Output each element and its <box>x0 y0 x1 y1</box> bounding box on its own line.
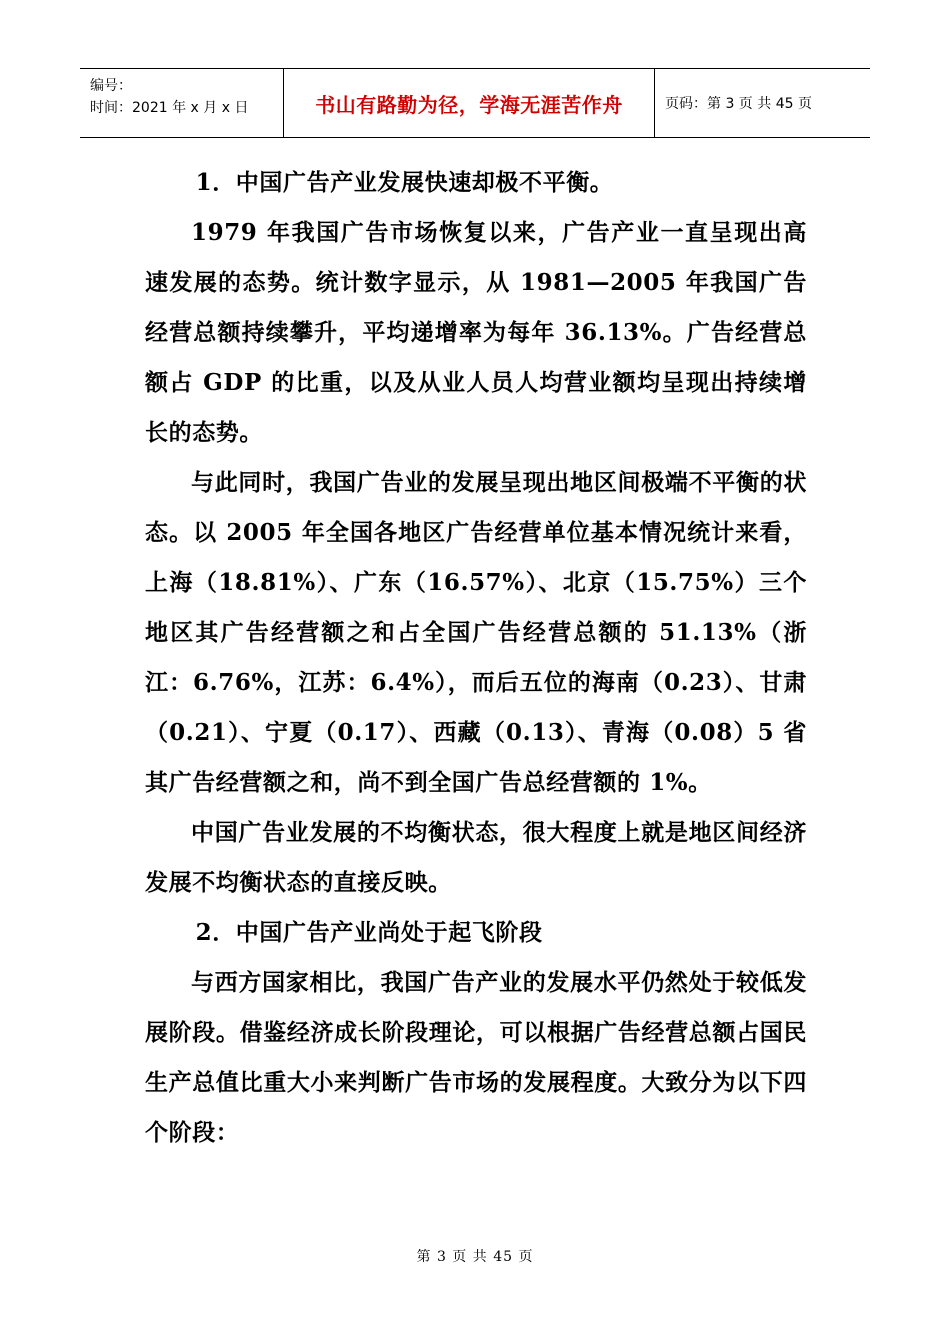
paragraph-economic-reflection: 中国广告业发展的不均衡状态，很大程度上就是地区间经济发展不均衡状态的直接反映。 <box>145 819 807 896</box>
section-heading-1: 1．中国广告产业发展快速却极不平衡。 <box>195 169 614 196</box>
header-meta <box>80 69 283 137</box>
paragraph-regional-imbalance: 与此同时，我国广告业的发展呈现出地区间极端不平衡的状态。以 2005 年全国各地区广告经营单位基本情况统计来看，上海（18.81%）、广东（16.57%）、北京（15.75%）三个地区其广告经营额之和占全国广告经营总额的 51.13%（浙江：6.76%，江苏：6.4%），而后五位的海南（0.23）、甘肃（0.21）、宁夏（0.17）、西藏（0.13）、青海（0.08）5 省其广告经营额之和，尚不到全国广告总经营额的 1%。 <box>145 469 807 796</box>
paragraph-growth: 1979 年我国广告市场恢复以来，广告产业一直呈现出高速发展的态势。统计数字显示，从 1981—2005 年我国广告经营总额持续攀升，平均递增率为每年 36.13%。广告经营总额占 GDP 的比重，以及从业人员人均营业额均呈现出持续增长的态势。 <box>145 219 807 446</box>
header-page-indicator: 页码：第 3 页 共 45 页 <box>665 96 812 112</box>
paragraph-development-stage: 与西方国家相比，我国广告产业的发展水平仍然处于较低发展阶段。借鉴经济成长阶段理论，可以根据广告经营总额占国民生产总值比重大小来判断广告市场的发展程度。大致分为以下四个阶段： <box>145 969 807 1146</box>
document-header <box>80 68 870 138</box>
header-motto: 书山有路勤为径，学海无涯苦作舟 <box>283 69 655 137</box>
document-body <box>145 158 807 1158</box>
document-date-label: 时间：2021 年 x 月 x 日 <box>90 100 249 116</box>
section-heading-2: 2．中国广告产业尚处于起飞阶段 <box>195 919 543 946</box>
page-footer: 第 3 页 共 45 页 <box>416 1249 534 1265</box>
document-number-label: 编号： <box>90 78 132 94</box>
